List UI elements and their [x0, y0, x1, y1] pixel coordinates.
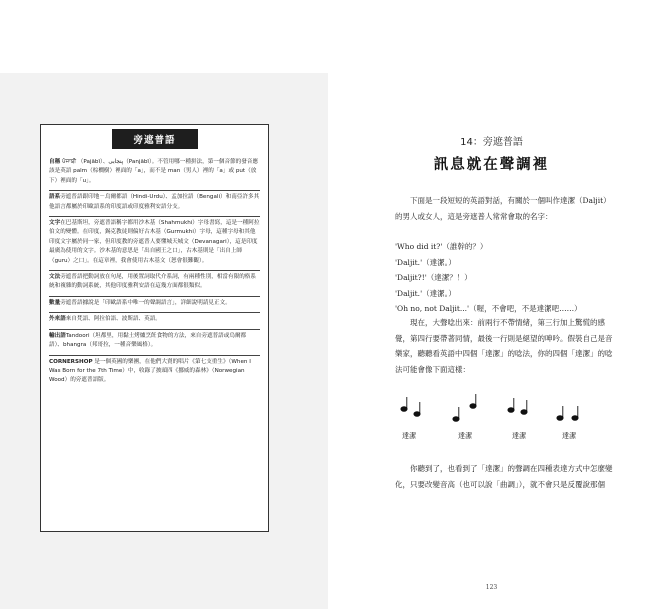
dialogue-block — [395, 239, 615, 317]
dialogue-line: 'Who did it?'（誰幹的？） — [395, 242, 488, 251]
note-label: 達潔 — [458, 432, 472, 440]
intro-paragraph: 下面是一段短短的英語對話，有關於一個叫作達潔（Daljit）的男人或女人，這是旁遮普人常常會取的名字： — [395, 196, 611, 221]
chapter-label: 14：旁遮普語 — [460, 137, 523, 148]
note-icon — [572, 406, 578, 420]
note-icon — [470, 394, 476, 408]
entry-term: 外來語 — [49, 316, 66, 323]
sidebar-entry — [49, 217, 260, 271]
sidebar-entry — [49, 156, 260, 191]
dialogue-line: 'Daljit.'（達潔。） — [395, 257, 456, 267]
entry-term: 輸出語 — [49, 332, 66, 339]
entry-term: CORNERSHOP — [49, 358, 93, 365]
music-notes-graphic — [398, 391, 618, 427]
sidebar-entries — [49, 156, 260, 390]
pitch-notes-figure — [398, 391, 618, 441]
right-page — [328, 73, 655, 609]
entry-text: 來自梵語、阿拉伯語、波斯語、英語。 — [65, 316, 161, 323]
note-icon — [453, 407, 459, 421]
left-page — [0, 73, 328, 609]
note-icon — [557, 406, 563, 420]
page-number: 123 — [485, 584, 498, 591]
sidebar-entry — [49, 330, 260, 356]
note-label: 達潔 — [512, 432, 526, 440]
note-icon — [401, 397, 407, 411]
sidebar-entry — [49, 271, 260, 297]
sidebar-entry — [49, 297, 260, 313]
entry-term: 文法 — [49, 274, 61, 281]
note-icon — [521, 400, 527, 414]
sidebar-entry — [49, 356, 260, 390]
chapter-title: 訊息就在聲調裡 — [433, 156, 550, 173]
sidebar-entry — [49, 191, 260, 217]
entry-text: 旁遮普語把動詞放在句尾，用後置詞取代介系詞，有兩種性別，相當有限的格系統和複雜的動詞系統，其他印度雅利安語在這幾方面都很類似。 — [49, 274, 256, 290]
entry-term: 自稱 — [49, 159, 61, 165]
dialogue-line: 'Daljit?!'（達潔？！） — [395, 273, 472, 282]
entry-text: 旁遮普語據說是「印歐語系中唯一的聲調語言」，詳細說明請見正文。 — [60, 299, 231, 306]
note-icon — [508, 398, 514, 412]
dialogue-line: 'Daljit.'（達潔。） — [395, 288, 456, 298]
note-icon — [414, 402, 420, 416]
entry-term: 數量 — [49, 299, 61, 306]
main-paragraph: 現在，大聲唸出來：前兩行不帶情緒，第三行加上驚慌的感覺，第四行要帶著同情，最後一行則是絕望的呻吟。假裝自己是音樂家，聽聽看英語中四個「達潔」的唸法，你的四個「達潔」的唸法可能會像下面這樣： — [395, 318, 613, 374]
entry-text: 旁遮普語跟印地－烏爾都語（Hindi-Urdu）、孟加拉語（Bengali）和南亞許多其他語言都屬於印歐語系的印度語或印度雅利安語分支。 — [49, 194, 260, 210]
note-label: 達潔 — [562, 432, 576, 440]
sidebar-title: 旁遮普語 — [112, 129, 198, 149]
entry-text: ਪੰਜਾਬੀ （Pajābī）、پنجابی（Panjābī）。不管用哪一種拼法，第一個音節的發音應該是英語 palm（棕櫚樹）裡面的「a」，而不是 man（男人）裡的「a」或 put（放下）裡面的「u」。 — [49, 159, 259, 184]
entry-text: 是一個英國的樂團，在他們大賣的唱片《第七支重生》（When I Was Born for the 7th Time）中，收錄了披頭四《挪威的森林》（Norwegian Wood）的旁遮普語版。 — [49, 358, 251, 384]
entry-text: 在巴基斯坦，旁遮普語稱字都用沙木基（Shahmukhi）字母書寫，這是一種阿拉伯文的變體。在印度，錫克教徒則偏好古木基（Gurmukhi）字母，這種字母和其他印度文字屬於同一家，但印度教的旁遮普人要懂城天城文（Devanagari），這是印度最廣為使用的文字。沙木基的意思是「出自國王之口」，古木基則是「出自上師（guru）之口」。在這章裡，我會使用古木基文（恕會很難觀）。 — [49, 220, 260, 264]
sidebar-entry — [49, 313, 260, 329]
closing-paragraph: 你聽到了，也看到了「達潔」的聲調在四種表達方式中怎麼變化，只要改變音高（也可以說「曲調」），就不會只是反覆說那個 — [395, 464, 613, 489]
entry-text: Tandoori（坦都里，用黏土烤爐烹飪食物的方法，來自旁遮普語或烏爾都語）、bhangra（邦哥拉，一種音樂風格）。 — [49, 332, 247, 349]
note-label: 達潔 — [402, 432, 416, 440]
entry-term: 語系 — [49, 194, 61, 201]
entry-term: 文字 — [49, 220, 61, 227]
language-sidebar-box — [40, 124, 269, 532]
dialogue-line: 'Oh no, not Daljit...'（喔，不會吧，不是達潔吧……） — [395, 304, 582, 313]
